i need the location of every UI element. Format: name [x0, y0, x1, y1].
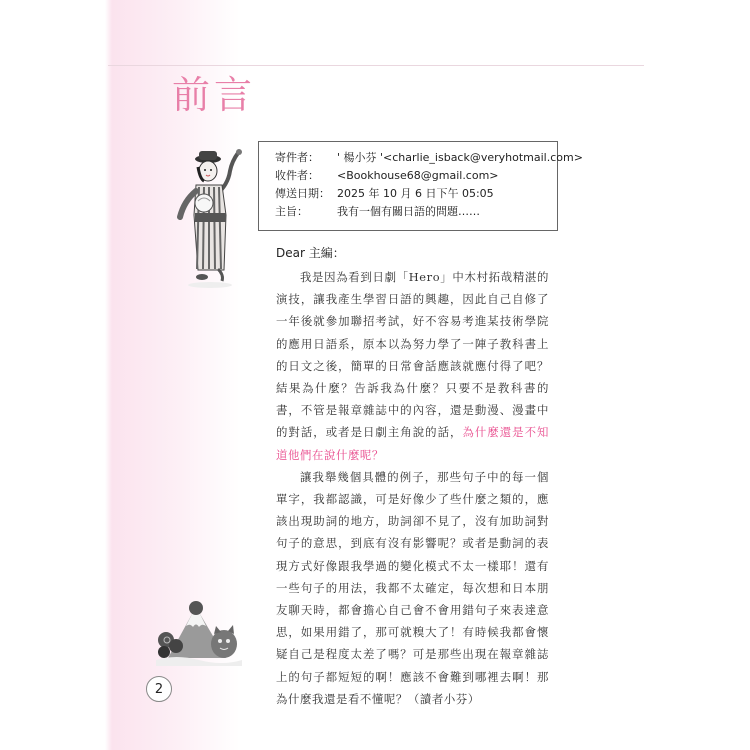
email-date-label: 傳送日期：	[275, 187, 330, 200]
letter-paragraph-1-text: 我是因為看到日劇「Hero」中木村拓哉精湛的演技，讓我產生學習日語的興趣，因此自己自修了一年後就參加聯招考試，好不容易考進某技術學院的應用日語系，原本以為努力學了一陣子教科書上的日文之後，簡單的日常會話應該就應付得了吧？結果為什麼？告訴我為什麼？只要不是教科書的書，不管是報章雜誌中的內容，還是動漫、漫畫中的對話，或者是日劇主角說的話，	[276, 270, 549, 440]
page-number: 2	[146, 676, 172, 702]
email-date-value: 2025 年 10 月 6 日下午 05:05	[337, 187, 494, 200]
email-recipient-row	[275, 168, 499, 184]
header-rule	[108, 65, 644, 66]
email-subject-label: 主旨：	[275, 205, 308, 218]
email-sender-value: ' 楊小芬 '<charlie_isback@veryhotmail.com>	[337, 151, 583, 164]
email-sender-row	[275, 150, 583, 166]
email-subject-value: 我有一個有關日語的問題……	[337, 205, 480, 218]
letter-highlight-text: 為什麼還是不知道他們在說什麼呢？	[276, 425, 549, 462]
email-sender-label: 寄件者：	[275, 151, 319, 164]
email-header-box	[258, 141, 583, 231]
dancing-woman-illustration	[168, 145, 250, 300]
mount-fuji-cat-illustration	[156, 598, 242, 666]
letter-paragraph-1	[276, 266, 549, 466]
page-title: 前言	[172, 73, 257, 117]
email-recipient-value: <Bookhouse68@gmail.com>	[337, 169, 499, 182]
letter-greeting: Dear 主編：	[276, 246, 345, 260]
email-subject-row	[275, 204, 480, 220]
letter-paragraph-2: 讓我舉幾個具體的例子，那些句子中的每一個單字，我都認識，可是好像少了些什麼之類的，應該出現助詞的地方，助詞卻不見了，沒有加助詞對句子的意思，到底有沒有影響呢？或者是動詞的表現方式好像跟我學過的變化模式不太一樣耶！還有一些句子的用法，我都不太確定，每次想和日本朋友聊天時，都會擔心自己會不會用錯句子來表達意思，如果用錯了，那可就糗大了！有時候我都會懷疑自己是程度太差了嗎？可是那些出現在報章雜誌上的句子都短短的啊！應該不會難到哪裡去啊！那為什麼我還是看不懂呢？（讀者小芬）	[276, 469, 549, 706]
email-recipient-label: 收件者：	[275, 169, 319, 182]
letter-body	[276, 266, 549, 710]
email-date-row	[275, 186, 494, 202]
